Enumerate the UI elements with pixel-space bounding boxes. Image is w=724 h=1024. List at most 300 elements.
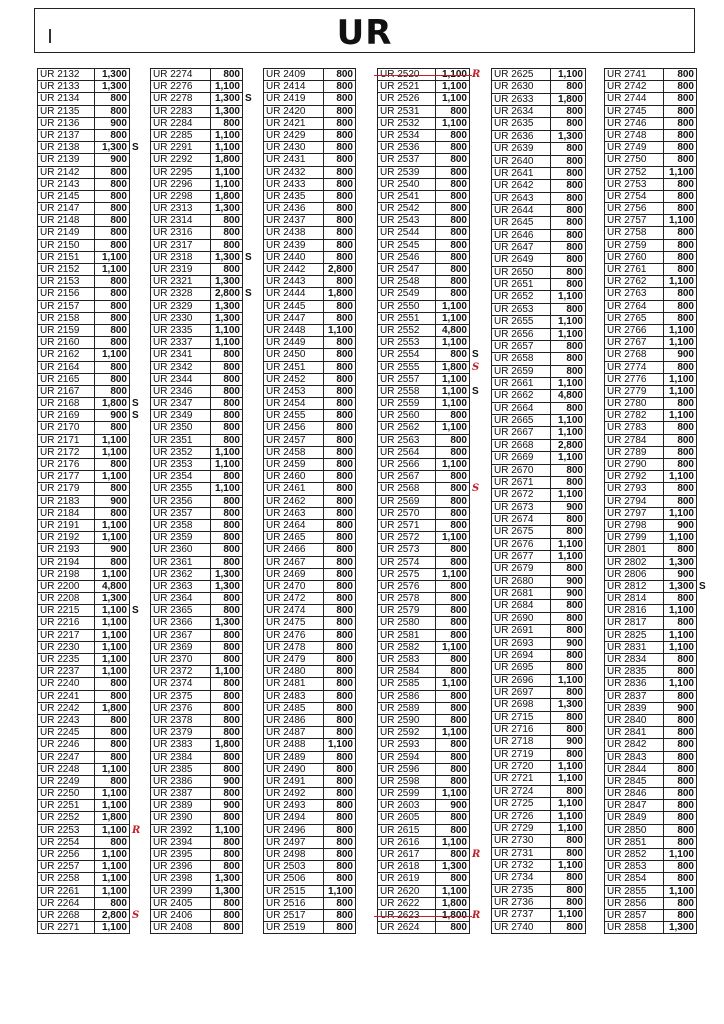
table-row [378,337,470,349]
table-row [38,569,130,581]
item-price: 800 [566,625,583,637]
table-row [492,193,586,205]
cell-divider [210,410,211,421]
item-code: UR 2768 [607,349,647,361]
table-row [492,885,586,897]
table-row [605,106,697,118]
item-code: UR 2374 [153,678,193,690]
table-row [264,812,356,824]
item-price: 800 [336,154,353,166]
item-price: 1,100 [668,410,694,422]
column-border [242,301,243,312]
table-row [38,276,130,288]
table-row [38,252,130,264]
item-code: UR 2437 [266,215,306,227]
table-row [264,337,356,349]
cell-divider [94,776,95,787]
item-price: 800 [336,763,353,775]
item-price: 800 [677,300,694,312]
table-row [378,630,470,642]
item-code: UR 2145 [40,190,80,202]
item-price: 800 [677,129,694,141]
column-border [469,678,470,689]
cell-divider [663,398,664,409]
table-row [264,922,356,934]
table-row [38,118,130,130]
table-row [605,81,697,93]
column-border [355,179,356,190]
item-code: UR 2662 [494,390,534,402]
cell-divider [210,739,211,750]
cell-divider [663,215,664,226]
cell-divider [323,886,324,897]
item-code: UR 2643 [494,192,534,204]
item-code: UR 2732 [494,860,534,871]
item-price: 800 [677,873,694,885]
item-price: 800 [450,812,467,824]
column-border [129,520,130,531]
column-border [355,264,356,275]
table-row [151,496,243,508]
cell-divider [94,374,95,385]
item-price: 800 [677,727,694,739]
cell-divider [550,613,551,624]
item-price: 800 [677,593,694,605]
column-border [242,496,243,507]
item-code: UR 2444 [266,288,306,300]
item-price: 800 [566,155,583,167]
item-code: UR 2534 [380,129,420,141]
cell-divider [94,764,95,775]
column-border [469,837,470,848]
column-border [242,179,243,190]
cell-divider [210,93,211,104]
table-row [378,642,470,654]
column-border [355,703,356,714]
item-price: 800 [336,800,353,812]
cell-divider [435,130,436,141]
item-price: 1,100 [101,532,127,544]
item-price: 800 [336,690,353,702]
item-code: UR 2647 [494,242,534,254]
column-border [355,873,356,884]
column-border [242,910,243,921]
item-price: 2,800 [214,288,240,300]
column-border [129,642,130,653]
table-row [378,800,470,812]
item-price: 800 [566,167,583,179]
column-border [585,675,586,686]
table-row [264,215,356,227]
column-border [129,666,130,677]
cell-divider [94,496,95,507]
cell-divider [323,508,324,519]
column-border [585,526,586,537]
column-border [585,316,586,327]
cell-divider [94,435,95,446]
table-row [378,361,480,374]
price-column [37,68,141,934]
table-row [38,240,130,252]
item-code: UR 2487 [266,727,306,739]
item-price: 800 [110,727,127,739]
item-price: 800 [223,678,240,690]
column-border [696,520,697,531]
item-price: 800 [677,544,694,556]
cell-divider [210,191,211,202]
cell-divider [663,922,664,933]
item-code: UR 2341 [153,349,193,361]
column-border [242,374,243,385]
cell-divider [663,471,664,482]
column-border [242,825,243,836]
column-border [129,630,130,641]
item-price: 800 [336,836,353,848]
item-code: UR 2740 [494,921,534,933]
column-border [242,557,243,568]
item-code: UR 2559 [380,398,420,410]
column-border [355,776,356,787]
item-price: 800 [223,495,240,507]
table-row [151,825,243,837]
item-price: 800 [336,909,353,921]
cell-divider [663,69,664,80]
cell-divider [663,910,664,921]
table-row [605,374,697,386]
item-code: UR 2317 [153,239,193,251]
cell-divider [550,922,551,933]
table-row [264,642,356,654]
column-border [696,678,697,689]
column-border [129,227,130,238]
column-border [355,362,356,373]
column-border [242,581,243,592]
table-row [605,654,697,666]
item-price: 800 [336,129,353,141]
cell-divider [663,654,664,665]
item-price: 800 [566,180,583,192]
table-row [38,130,130,142]
item-price: 800 [677,861,694,873]
item-code: UR 2152 [40,264,80,275]
cell-divider [663,703,664,714]
item-price: 800 [223,763,240,775]
column-border [469,227,470,238]
table-row [378,825,470,837]
column-border [355,544,356,555]
item-price: 800 [566,192,583,204]
table-row [605,276,697,288]
table-row [264,130,356,142]
table-row [151,386,243,398]
column-border [242,654,243,665]
table-row [605,630,697,642]
table-row [264,264,356,276]
item-price: 1,100 [101,349,127,361]
cell-divider [210,630,211,641]
table-row [605,471,697,483]
column-border [469,276,470,287]
cell-divider [210,569,211,580]
item-price: 900 [566,588,583,600]
cell-divider [435,642,436,653]
table-row [605,520,697,532]
column-border [129,130,130,141]
item-code: UR 2243 [40,714,80,726]
table-row [264,617,356,629]
item-code: UR 2756 [607,203,647,215]
item-price: 2,800 [557,439,583,451]
table-row [38,386,130,398]
item-price: 800 [450,215,467,227]
item-price: 800 [336,580,353,592]
cell-divider [663,605,664,616]
item-code: UR 2405 [153,897,193,909]
cell-divider [323,849,324,860]
item-code: UR 2562 [380,422,420,434]
item-price: 1,100 [101,861,127,873]
item-price: 1,100 [101,763,127,775]
column-border [129,861,130,872]
column-border [355,93,356,104]
cell-divider [550,909,551,920]
table-row [151,520,243,532]
cell-divider [210,167,211,178]
cell-divider [210,703,211,714]
item-code: UR 2153 [40,276,80,288]
cell-divider [210,776,211,787]
cell-divider [323,447,324,458]
item-code: UR 2593 [380,739,420,751]
cell-divider [323,678,324,689]
column-border [696,69,697,80]
table-row [605,130,697,142]
column-border [242,106,243,117]
column-border [696,288,697,299]
item-code: UR 2164 [40,361,80,373]
item-price: 800 [336,873,353,885]
column-border [355,617,356,628]
cell-divider [550,279,551,290]
column-border [242,483,243,494]
cell-divider [323,861,324,872]
item-price: 1,100 [441,300,467,312]
item-price: 800 [677,836,694,848]
table-row [492,291,586,303]
cell-divider [663,496,664,507]
cell-divider [94,301,95,312]
item-price: 800 [110,897,127,909]
table-row [151,227,243,239]
column-border [242,922,243,933]
table-row [38,532,130,544]
cell-divider [550,230,551,241]
item-code: UR 2194 [40,556,80,568]
cell-divider [210,752,211,763]
item-code: UR 2394 [153,836,193,848]
table-row [264,179,356,191]
item-price: 800 [677,483,694,495]
table-row [151,118,243,130]
cell-divider [435,861,436,872]
cell-divider [210,715,211,726]
table-row [378,349,479,361]
item-code: UR 2696 [494,674,534,686]
cell-divider [323,179,324,190]
table-row [38,69,130,81]
table-row [151,276,243,288]
item-code: UR 2328 [153,288,193,300]
item-code: UR 2358 [153,519,193,531]
cell-divider [323,739,324,750]
cell-divider [210,118,211,129]
item-code: UR 2840 [607,714,647,726]
cell-divider [323,642,324,653]
item-code: UR 2657 [494,340,534,352]
table-row [151,764,243,776]
item-price: 800 [223,556,240,568]
column-border [129,788,130,799]
column-border [585,897,586,908]
item-price: 800 [566,81,583,93]
table-row [605,642,697,654]
column-border [355,520,356,531]
item-price: 800 [677,264,694,275]
table-row [38,715,130,727]
item-code: UR 2240 [40,678,80,690]
item-code: UR 2250 [40,788,80,800]
cell-divider [210,276,211,287]
item-price: 800 [223,714,240,726]
column-border [585,168,586,179]
cell-divider [323,118,324,129]
item-code: UR 2841 [607,727,647,739]
cell-divider [94,703,95,714]
cell-divider [550,254,551,265]
cell-divider [550,489,551,500]
column-border [242,191,243,202]
column-border [469,313,470,324]
column-border [696,776,697,787]
table-row [605,605,697,617]
item-code: UR 2550 [380,300,420,312]
item-code: UR 2498 [266,849,306,860]
table-row [378,154,470,166]
table-row [264,118,356,130]
cell-divider [663,313,664,324]
column-border [469,118,470,129]
item-code: UR 2177 [40,471,80,483]
table-row [492,205,586,217]
item-code: UR 2537 [380,154,420,166]
column-border [355,374,356,385]
item-price: 1,100 [668,166,694,178]
table-row [378,678,470,690]
column-border [355,837,356,848]
cell-divider [323,691,324,702]
item-code: UR 2655 [494,316,534,328]
item-price: 800 [110,239,127,251]
table-row [492,341,586,353]
price-column [263,68,356,934]
item-code: UR 2245 [40,727,80,739]
item-price: 800 [566,266,583,278]
column-border [129,167,130,178]
table-row [151,861,243,873]
table-row [151,873,243,885]
item-price: 1,300 [101,69,127,80]
item-price: 1,800 [214,190,240,202]
cell-divider [663,520,664,531]
item-price: 1,100 [441,459,467,470]
column-border [696,800,697,811]
item-price: 1,100 [441,641,467,653]
cell-divider [435,581,436,592]
item-price: 1,100 [101,519,127,531]
item-price: 800 [450,702,467,714]
cell-divider [663,800,664,811]
item-price: 1,100 [214,446,240,458]
table-row [492,835,586,847]
item-code: UR 2268 [40,909,80,921]
item-price: 1,100 [557,316,583,328]
cell-divider [550,217,551,228]
column-border [242,691,243,702]
cell-divider [550,193,551,204]
item-price: 800 [336,69,353,80]
item-code: UR 2575 [380,568,420,580]
item-price: 800 [450,410,467,422]
cell-divider [663,410,664,421]
item-code: UR 2342 [153,361,193,373]
item-price: 1,100 [214,324,240,336]
item-code: UR 2837 [607,690,647,702]
item-code: UR 2433 [266,178,306,190]
item-price: 800 [450,849,467,860]
table-row [151,581,243,593]
item-code: UR 2680 [494,575,534,587]
table-row [492,848,586,860]
cell-divider [210,81,211,92]
item-code: UR 2352 [153,446,193,458]
item-price: 800 [110,739,127,751]
item-price: 800 [336,203,353,215]
item-price: 800 [336,434,353,446]
column-border [242,410,243,421]
table-row [378,410,470,422]
item-code: UR 2835 [607,666,647,678]
item-code: UR 2486 [266,714,306,726]
column-border [696,922,697,933]
item-price: 800 [450,142,467,154]
table-row [264,240,356,252]
cell-divider [210,654,211,665]
cell-divider [210,252,211,263]
cell-divider [323,764,324,775]
item-price: 800 [110,556,127,568]
cell-divider [550,143,551,154]
table-row [378,385,479,398]
column-border [469,825,470,836]
table-row [605,325,697,337]
cell-divider [550,168,551,179]
table-row [38,617,130,629]
column-border [469,386,470,397]
column-border [242,739,243,750]
item-price: 800 [450,519,467,531]
item-code: UR 2284 [153,117,193,129]
item-code: UR 2674 [494,513,534,525]
